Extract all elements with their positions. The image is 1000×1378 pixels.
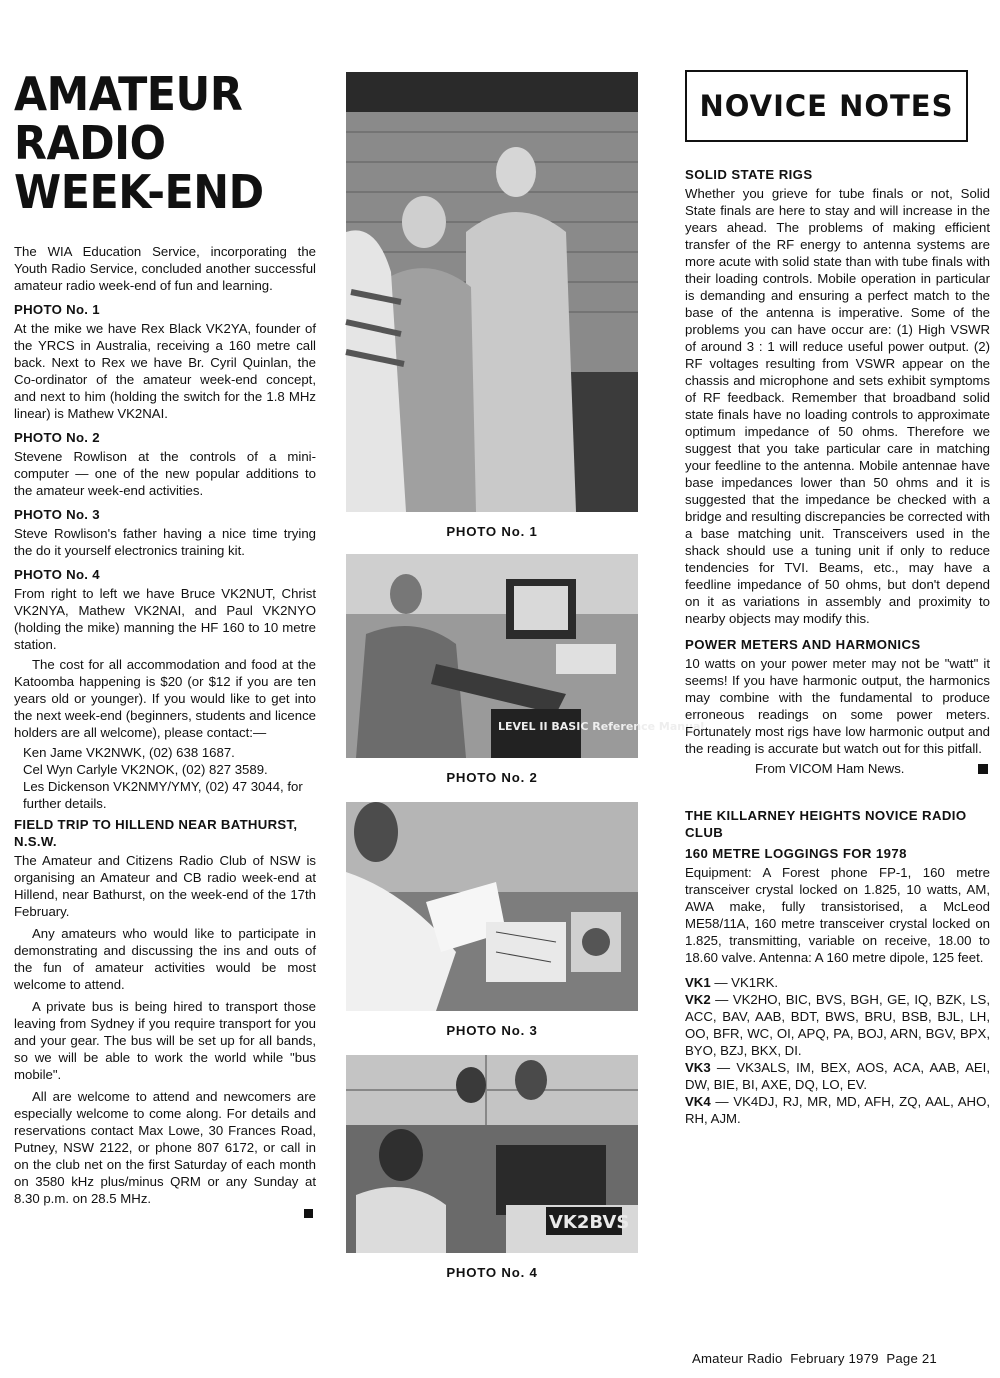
power-meters-text: 10 watts on your power meter may not be "watt" it seems! If you have harmonic output, the harmonics may combine with the fundamental to produce erroneous readings on some power meters. Fortunately most rigs have low harmonic output and the reading is accurate but watch out for this pitfall. bbox=[685, 656, 990, 756]
solid-state-text: Whether you grieve for tube finals or not, Solid State finals are here to stay and will increase in the years ahead. The problems of making efficient transfer of the RF energy to antenna systems are more acute with solid state than with tube finals with their loading controls. Mobile operation in particular is demanding and ensuring a perfect match to the base of the antenna is imperative. Some of the problems you can have occur are: (1) High VSWR of around 3 : 1 will reduce useful power output. (2) RF voltages resulting from VSWR appear on the chassis and microphone and sets exhibit symptoms of RF feedback. Remember that broadband solid state finals have no loading controls to approximate optimum impedance of 50 ohms. Therefore we suggest that you take particular care in matching your feedline to the antenna. Mobile antennae have base impedances lower than 50 ohms and it is suggested that the impedance be checked with a bridge and resulting discrepancies be corrected with a base matching unit. Transceivers used in the shack should use a tuning unit if only to reduce tendencies for TVI. Beams, etc., may have a feedline impedance of 50 ohms, but don't depend on it as variations in assembly and proximity to nearby objects may modify this. bbox=[685, 186, 990, 626]
loggings-heading: 160 METRE LOGGINGS FOR 1978 bbox=[685, 846, 907, 861]
photo3-heading: PHOTO No. 3 bbox=[14, 507, 100, 522]
log-text: — VK4DJ, RJ, MR, MD, AFH, ZQ, AAL, AHO, RH, AJM. bbox=[685, 1094, 990, 1126]
photo4-description: From right to left we have Bruce VK2NUT, Christ VK2NYA, Mathew VK2NAI, and Paul VK2NYO (holding the mike) manning the HF 160 to 10 metre station. bbox=[14, 586, 316, 652]
photo1-description: At the mike we have Rex Black VK2YA, founder of the YRCS in Australia, receiving a 160 metre call back. Next to Rex we have Br. Cyril Quinlan, the Co-ordinator of the amateur week-end concept, and next to him (holding the switch for the 1.8 MHz linear) is Mathew VK2NAI. bbox=[14, 321, 316, 421]
log-entry bbox=[685, 1059, 990, 1093]
photo2-description: Stevene Rowlison at the controls of a mini-computer — one of the new popular additions to the amateur week-end activities. bbox=[14, 449, 316, 498]
log-label: VK2 bbox=[685, 992, 711, 1007]
field-trip-paragraph-4: All are welcome to attend and newcomers are especially welcome to come along. For details and reservations contact Max Lowe, 30 Frances Road, Putney, NSW 2122, or phone 807 6172, or call in on the club net on the first Saturday of each month on 3580 kHz plus/minus QRM or any Sunday at 8.30 p.m. on 28.5 MHz. bbox=[14, 1089, 316, 1206]
photo-1 bbox=[346, 72, 638, 512]
log-text: — VK3ALS, IM, BEX, AOS, ACA, AAB, AEI, DW, BIE, BI, AXE, DQ, LO, EV. bbox=[685, 1060, 990, 1092]
credit-line bbox=[685, 760, 990, 777]
contact-list bbox=[14, 744, 316, 812]
novice-notes-column bbox=[685, 68, 990, 1127]
photo-2-image bbox=[346, 554, 705, 758]
headline-line-1: AMATEUR bbox=[14, 67, 243, 121]
log-entry bbox=[685, 974, 990, 991]
club-heading: THE KILLARNEY HEIGHTS NOVICE RADIO CLUB bbox=[685, 808, 967, 840]
contact-item: Cel Wyn Carlyle VK2NOK, (02) 827 3589. bbox=[23, 762, 268, 777]
log-entry bbox=[685, 991, 990, 1059]
photo4-heading: PHOTO No. 4 bbox=[14, 567, 100, 582]
photo-4-sign: VK2BVS bbox=[549, 1212, 630, 1233]
end-mark-icon bbox=[978, 764, 988, 774]
headline-line-3: WEEK-END bbox=[14, 165, 264, 219]
photo-3 bbox=[346, 802, 638, 1011]
contact-item: Ken Jame VK2NWK, (02) 638 1687. bbox=[23, 745, 235, 760]
photo-4 bbox=[346, 1055, 638, 1253]
photo-1-image bbox=[346, 72, 638, 512]
log-list bbox=[685, 974, 990, 1127]
field-trip-paragraph-3: A private bus is being hired to transport those leaving from Sydney if you require transport for you and your gear. The bus will be set up for all bands, so we will be able to work the world while "bus mobile". bbox=[14, 999, 316, 1082]
photo-3-caption: PHOTO No. 3 bbox=[446, 1023, 538, 1038]
cost-paragraph: The cost for all accommodation and food at the Katoomba happening is $20 (or $12 if you are ten years old or younger). If you would like to get into the next week-end (beginners, students and licence holders are all welcome), please contact:— bbox=[14, 657, 316, 740]
photo2-heading: PHOTO No. 2 bbox=[14, 430, 100, 445]
page-footer: Amateur Radio February 1979 Page 21 bbox=[692, 1351, 937, 1366]
power-meters-heading: POWER METERS AND HARMONICS bbox=[685, 637, 921, 652]
article-headline bbox=[14, 67, 295, 219]
log-text: — VK1RK. bbox=[710, 975, 779, 990]
log-text: — VK2HO, BIC, BVS, BGH, GE, IQ, BZK, LS, ACC, BAV, AAB, BDT, BWS, BRU, BSB, BJL, LH, OO, BFR, WC, OI, APQ, PA, BOJ, ARN, BGV, BPX, BYO, BZJ, BKX, DI. bbox=[685, 992, 990, 1058]
photo-2 bbox=[346, 554, 705, 758]
equipment-text: Equipment: A Forest phone FP-1, 160 metre transceiver crystal locked on 1.825, 10 watts, AM, AWA make, fully transistorised, a McLeod ME58/11A, 160 metre transceiver crystal locked on 1.825, transmitting, variable on receive, 18.00 to 18.60 valve. Antenna: A 160 metre dipole, 125 feet. bbox=[685, 865, 990, 965]
novice-notes-title: NOVICE NOTES bbox=[685, 70, 968, 142]
field-trip-paragraph-2: Any amateurs who would like to participate in demonstrating and discussing the ins and outs of the fun of amateur activities would be most welcome to attend. bbox=[14, 926, 316, 992]
log-label: VK4 bbox=[685, 1094, 711, 1109]
photo-1-caption: PHOTO No. 1 bbox=[446, 524, 538, 539]
credit-text: From VICOM Ham News. bbox=[755, 761, 905, 776]
photo-4-image bbox=[346, 1055, 638, 1253]
log-entry bbox=[685, 1093, 990, 1127]
headline-line-2: RADIO bbox=[14, 116, 166, 170]
photo-2-caption: PHOTO No. 2 bbox=[446, 770, 538, 785]
photo1-heading: PHOTO No. 1 bbox=[14, 302, 100, 317]
solid-state-heading: SOLID STATE RIGS bbox=[685, 167, 813, 182]
field-trip-paragraph-1: The Amateur and Citizens Radio Club of NSW is organising an Amateur and CB radio week-end at Hillend, near Bathurst, on the week-end of the 17th February. bbox=[14, 853, 316, 919]
end-mark-icon bbox=[304, 1209, 313, 1218]
contact-item: Les Dickenson VK2NMY/YMY, (02) 47 3044, for further details. bbox=[23, 779, 303, 811]
photo-2-book-label: LEVEL II BASIC Reference Manual bbox=[498, 720, 705, 733]
field-trip-heading: FIELD TRIP TO HILLEND NEAR BATHURST, N.S.W. bbox=[14, 817, 298, 849]
log-label: VK1 bbox=[685, 975, 711, 990]
left-article bbox=[14, 67, 316, 1218]
photo-3-image bbox=[346, 802, 638, 1011]
intro-paragraph: The WIA Education Service, incorporating the Youth Radio Service, concluded another successful amateur radio week-end of fun and learning. bbox=[14, 244, 316, 293]
photo-4-caption: PHOTO No. 4 bbox=[446, 1265, 538, 1280]
log-label: VK3 bbox=[685, 1060, 711, 1075]
photo3-description: Steve Rowlison's father having a nice time trying the do it yourself electronics training kit. bbox=[14, 526, 316, 558]
